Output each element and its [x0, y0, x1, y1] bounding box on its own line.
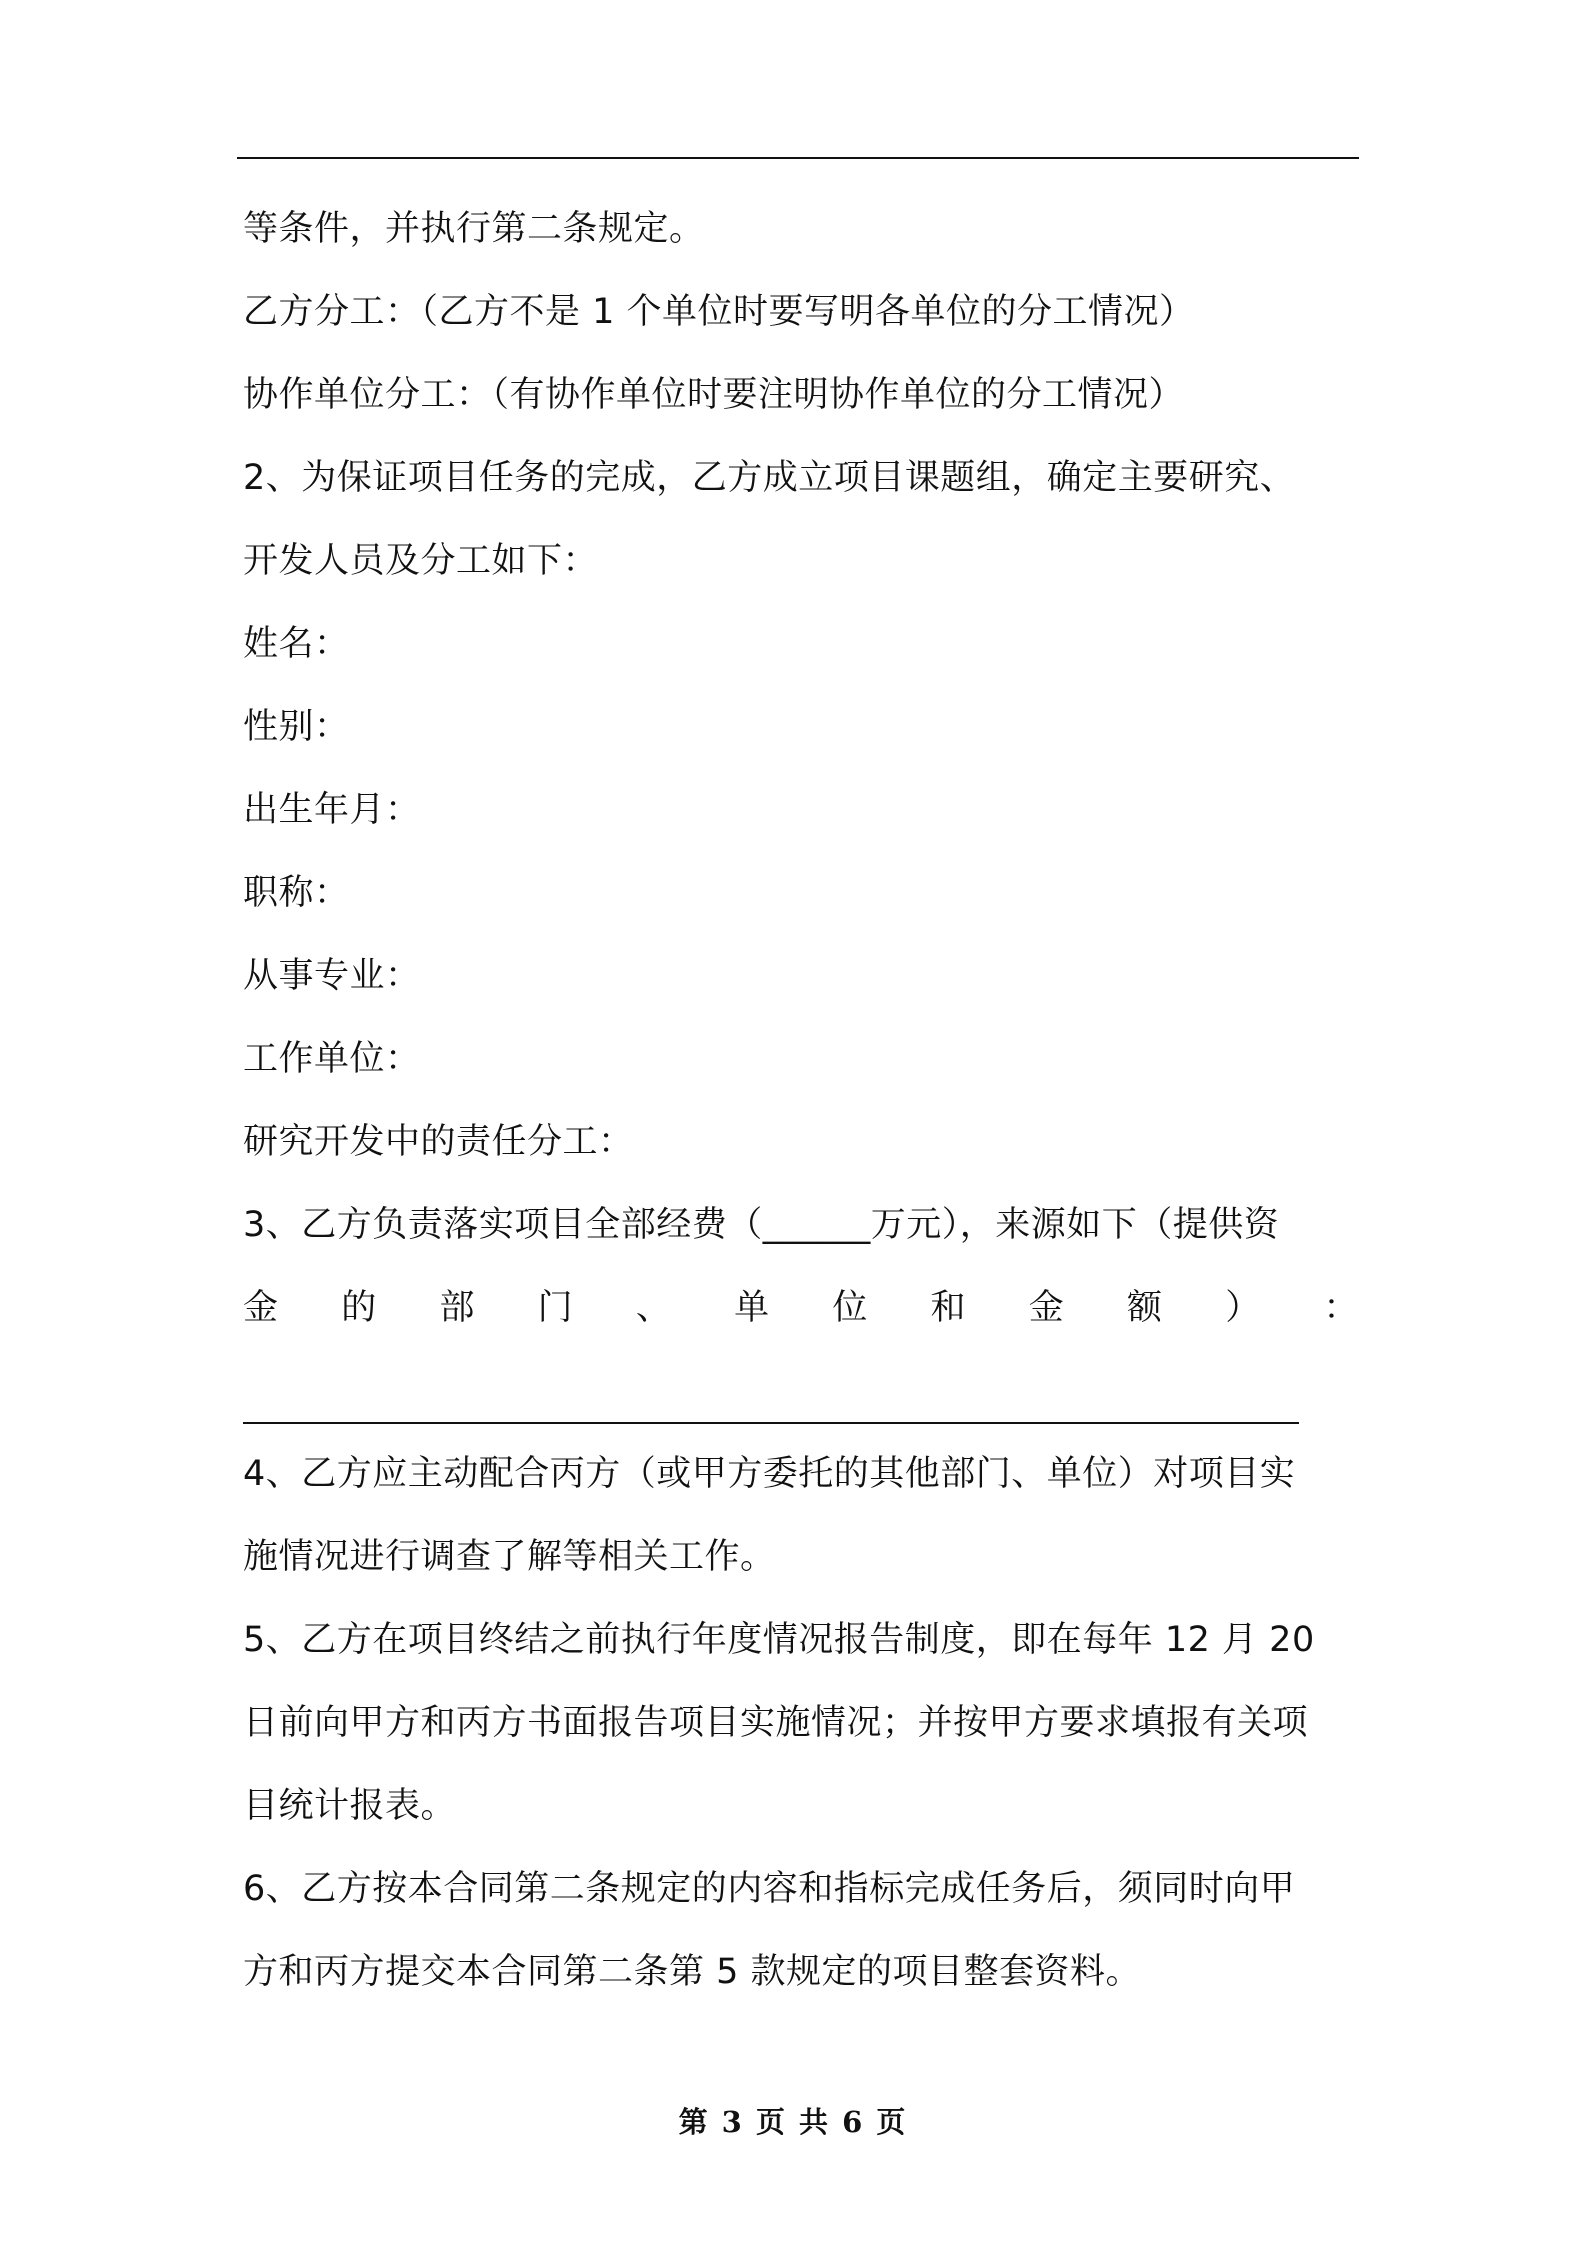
- text-line: 等条件，并执行第二条规定。: [243, 209, 705, 249]
- text-line: 姓名：: [243, 624, 350, 664]
- justified-char: 金: [243, 1288, 279, 1328]
- justified-char: 金: [1028, 1288, 1065, 1328]
- justified-char: ：: [1323, 1288, 1359, 1328]
- text-line: 性别：: [243, 707, 350, 747]
- text-line: 研究开发中的责任分工：: [243, 1122, 634, 1162]
- justified-char: 额: [1126, 1288, 1163, 1328]
- justified-text-line: [243, 1284, 1359, 1332]
- header-rule: [237, 157, 1359, 159]
- text-line: 乙方分工：（乙方不是 1 个单位时要写明各单位的分工情况）: [243, 292, 1195, 332]
- justified-char: 单: [734, 1288, 770, 1328]
- text-line: 目统计报表。: [243, 1786, 457, 1826]
- text-line: 职称：: [243, 873, 350, 913]
- justified-char: 部: [439, 1288, 475, 1328]
- justified-char: ）: [1225, 1288, 1261, 1328]
- justified-char: 门: [537, 1288, 574, 1328]
- justified-char: 的: [341, 1288, 377, 1328]
- text-line: 方和丙方提交本合同第二条第 5 款规定的项目整套资料。: [243, 1952, 1142, 1992]
- text-line: 开发人员及分工如下：: [243, 541, 599, 581]
- text-line: 从事专业：: [243, 956, 421, 996]
- justified-char: 位: [832, 1288, 868, 1328]
- text-line: 协作单位分工：（有协作单位时要注明协作单位的分工情况）: [243, 375, 1185, 415]
- justified-char: 、: [635, 1288, 672, 1328]
- text-line: 2、为保证项目任务的完成，乙方成立项目课题组，确定主要研究、: [243, 458, 1296, 498]
- text-line: 工作单位：: [243, 1039, 421, 1079]
- text-line: 出生年月：: [243, 790, 421, 830]
- fill-in-blank-line: [243, 1422, 1299, 1424]
- justified-char: 和: [930, 1288, 967, 1328]
- text-line: 5、乙方在项目终结之前执行年度情况报告制度，即在每年 12 月 20: [243, 1620, 1315, 1660]
- text-line: 日前向甲方和丙方书面报告项目实施情况；并按甲方要求填报有关项: [243, 1703, 1309, 1743]
- text-line: 施情况进行调查了解等相关工作。: [243, 1537, 776, 1577]
- text-line: 6、乙方按本合同第二条规定的内容和指标完成任务后，须同时向甲: [243, 1869, 1296, 1909]
- text-line: 3、乙方负责落实项目全部经费（______万元），来源如下（提供资: [243, 1205, 1280, 1245]
- page-number: 第 3 页 共 6 页: [678, 2105, 908, 2139]
- text-line: 4、乙方应主动配合丙方（或甲方委托的其他部门、单位）对项目实: [243, 1454, 1296, 1494]
